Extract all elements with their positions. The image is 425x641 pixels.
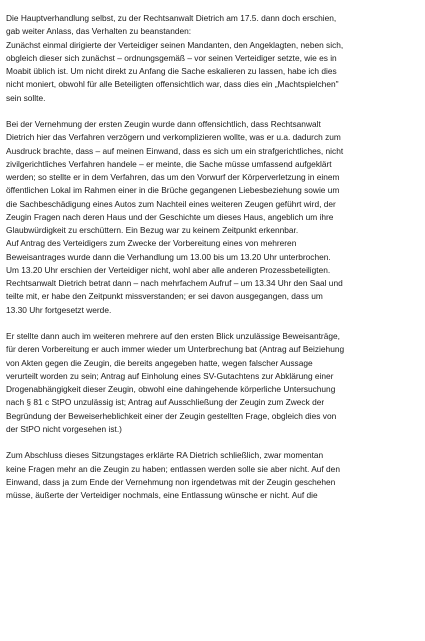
text-line: Zum Abschluss dieses Sitzungstages erklärte RA Dietrich schließlich, zwar momentan [6,450,324,461]
text-line: Auf Antrag des Verteidigers zum Zwecke der Vorbereitung eines von mehreren [6,238,297,249]
paragraph-abschluss [6,449,424,502]
text-line: Ausdruck brachte, dass – auf meinen Einwand, dass es sich um ein strafgerichtliches, nicht [6,145,344,156]
text-line: Zeugin Fragen nach deren Haus und der Geschichte um dieses Haus, angeblich um ihre [6,211,334,222]
text-line: der StPO nicht vorgesehen ist.) [6,423,122,434]
paragraph-spacer [6,317,424,330]
paragraph-spacer [6,105,424,118]
text-line: keine Fragen mehr an die Zeugin zu haben; entlassen werden solle sie aber nicht. Auf den [6,463,340,474]
text-line: Glaubwürdigkeit zu erschüttern. Ein Bezug war zu keinem Zeitpunkt erkennbar. [6,225,299,236]
text-line: müsse, äußerte der Verteidiger nochmals, eine Entlassung wünsche er nicht. Auf die [6,490,318,501]
text-line: zivilgerichtliches Verfahren handele – er meinte, die Sache müsse umfassend aufgeklärt [6,158,332,169]
text-line: Bei der Vernehmung der ersten Zeugin wurde dann offensichtlich, dass Rechtsanwalt [6,119,321,130]
text-line: nicht moniert, obwohl für alle Beteiligten offensichtlich war, dass dies ein „Machtspielchen" [6,79,339,90]
text-line: Rechtsanwalt Dietrich betrat dann – nach mehrfachem Aufruf – um 13.34 Uhr den Saal und [6,278,343,289]
text-line: von Akten gegen die Zeugin, die bereits angegeben hatte, wegen falscher Aussage [6,357,313,368]
text-line: Moabit üblich ist. Um nicht direkt zu Anfang die Sache eskalieren zu lassen, habe ich dies [6,66,337,76]
text-line: Begründung der Beweiserheblichkeit einer der Zeugin gestellten Frage, obgleich dies von [6,410,337,421]
text-line: 13.30 Uhr fortgesetzt werde. [6,304,112,315]
text-line: Drogenabhängigkeit dieser Zeugin, obwohl eine dahingehende körperliche Untersuchung [6,384,336,395]
paragraph-vernehmung [6,118,424,317]
text-line: Die Hauptverhandlung selbst, zu der Rechtsanwalt Dietrich am 17.5. dann doch erschien, [6,13,337,23]
text-line: obgleich dieser sich zunächst – ordnungsgemäß – vor seinen Verteidiger setzte, wie es in [6,52,337,63]
text-line: Dietrich hier das Verfahren verzögern und verkomplizieren wollte, was er u.a. dadurch zum [6,132,341,143]
document-body [6,12,424,502]
text-line: Um 13.20 Uhr erschien der Verteidiger nicht, wohl aber alle anderen Prozessbeteiligten. [6,264,331,275]
text-line: gab weiter Anlass, das Verhalten zu beanstanden: [6,26,192,37]
paragraph-spacer [6,436,424,449]
text-line: Einwand, dass ja zum Ende der Vernehmung non irgendetwas mit der Zeugin geschehen [6,476,336,487]
text-line: nach § 81 c StPO unzulässig ist; Antrag auf Ausschließung der Zeugin zum Zweck der [6,397,325,408]
text-line: für deren Vorbereitung er auch immer wieder um Unterbrechung bat (Antrag auf Beiziehung [6,344,345,355]
text-line: sein sollte. [6,92,46,103]
text-line: Beweisantrages wurde dann die Verhandlung um 13.00 bis um 13.20 Uhr unterbrochen. [6,251,331,262]
text-line: Er stellte dann auch im weiteren mehrere auf den ersten Blick unzulässige Beweisanträge, [6,331,340,342]
paragraph-beweisantraege [6,330,424,436]
text-line: öffentlichen Lokal im Rahmen einer in die Brüche gegangenen Liebesbeziehung sowie um [6,185,340,196]
text-line: teilte mit, er habe den Zeitpunkt missverstanden; er sei davon ausgegangen, dass um [6,291,323,302]
text-line: Zunächst einmal dirigierte der Verteidiger seinen Mandanten, den Angeklagten, neben sich, [6,39,344,50]
text-line: die Sachbeschädigung eines Autos zum Nachteil eines weiteren Zeugen geführt wird, der [6,198,336,209]
paragraph-hauptverhandlung [6,12,424,105]
text-line: werden; so stellte er in dem Verfahren, das um den Vorwurf der Körperverletzung in einem [6,172,340,183]
text-line: verurteilt worden zu sein; Antrag auf Einholung eines SV-Gutachtens zur Abklärung einer [6,370,334,381]
